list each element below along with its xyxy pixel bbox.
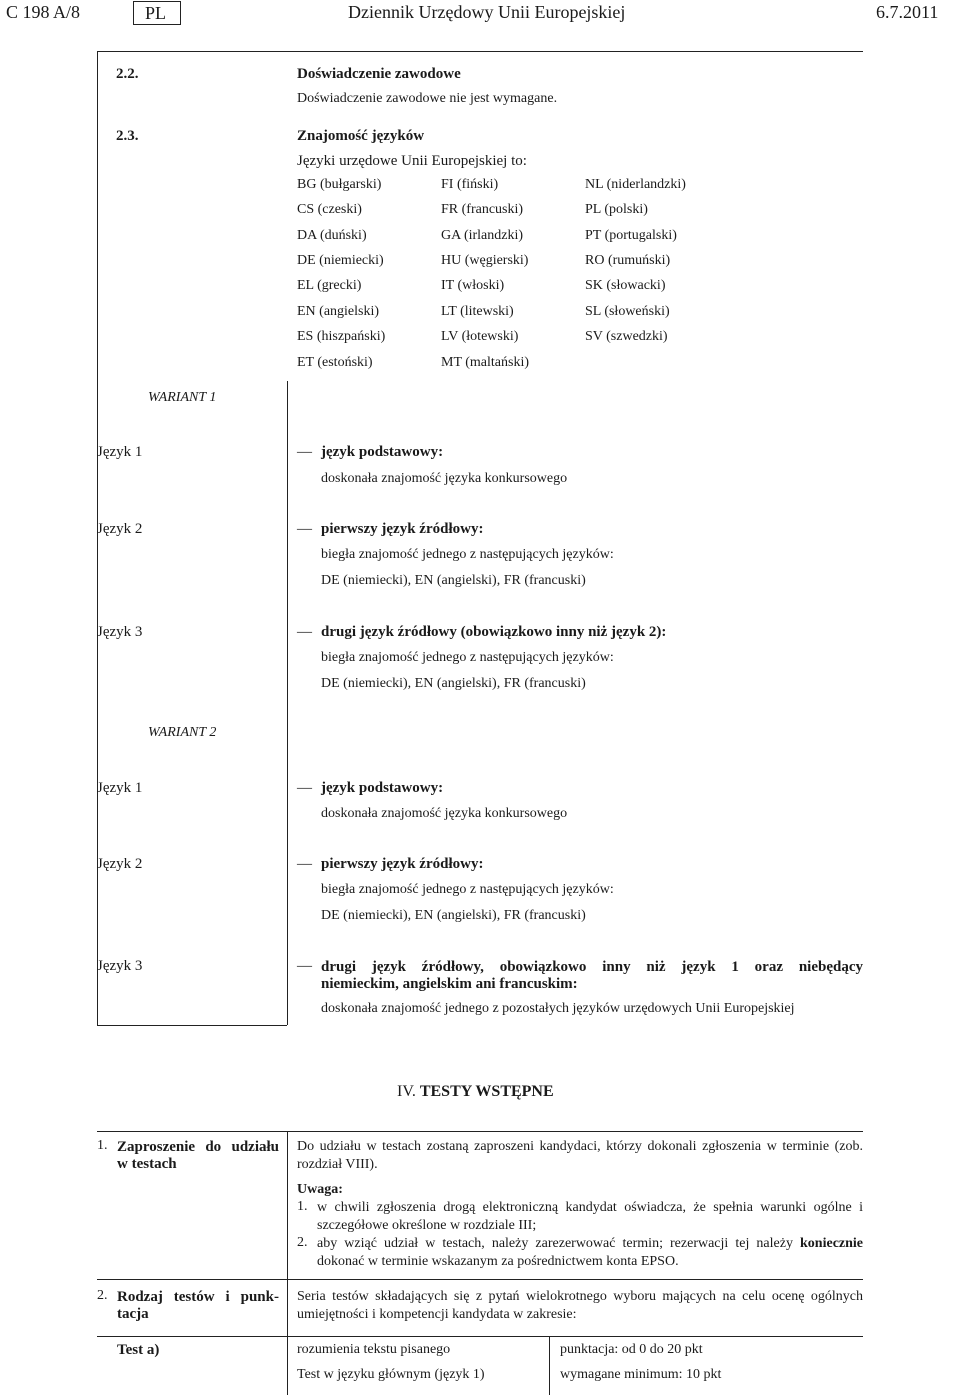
dash: — [297, 624, 312, 640]
dash: — [297, 958, 312, 974]
requirement-text: DE (niemiecki), EN (angielski), FR (francuski) [321, 908, 586, 923]
item-description: Do udziału w testach zostaną zaproszeni kandydaci, którzy dokonali zgłoszenia w terminie (zob. rozdział VIII). [297, 1139, 863, 1172]
language-item: IT (włoski) [441, 278, 505, 293]
requirement-text: doskonała znajomość języka konkursowego [321, 471, 568, 486]
requirement-text: biegła znajomość jednego z następujących języków: [321, 650, 614, 665]
requirement-heading: pierwszy język źródłowy: [321, 856, 484, 872]
requirement-heading: pierwszy język źródłowy: [321, 521, 484, 537]
language-label: Język 1 [97, 444, 143, 460]
requirement-heading: drugi język źródłowy (obowiązkowo inny niż język 2): [321, 624, 667, 640]
section-title: Doświadczenie zawodowe [297, 66, 461, 82]
requirement-text: DE (niemiecki), EN (angielski), FR (francuski) [321, 573, 586, 588]
language-item: HU (węgierski) [441, 253, 529, 268]
language-code-box [133, 1, 181, 25]
language-item: GA (irlandzki) [441, 228, 524, 243]
test-subject: rozumienia tekstu pisanego [297, 1342, 451, 1357]
chapter-title: TESTY WSTĘPNE [419, 1083, 554, 1100]
item-label: Zaproszenie do udziału [117, 1139, 279, 1155]
item-number: 1. [97, 1138, 108, 1153]
requirement-text: DE (niemiecki), EN (angielski), FR (francuski) [321, 676, 586, 691]
language-item: PT (portugalski) [585, 228, 677, 243]
language-item: ET (estoński) [297, 355, 373, 370]
requirement-text: doskonała znajomość języka konkursowego [321, 806, 568, 821]
requirement-text: biegła znajomość jednego z następujących języków: [321, 547, 614, 562]
test-score: punktacja: od 0 do 20 pkt [560, 1342, 703, 1357]
language-item: MT (maltański) [441, 355, 530, 370]
box-top-border [97, 51, 863, 52]
item-label-cont: tacja [117, 1306, 149, 1322]
language-code: PL [145, 3, 167, 23]
language-item: EL (grecki) [297, 278, 362, 293]
dash: — [297, 444, 312, 460]
chapter-number: IV. [397, 1083, 416, 1100]
item-description: Seria testów składających się z pytań wielokrotnego wyboru mających na celu ocenę ogólnych umiejętności i kompetencji kandydata w zakresie: [297, 1289, 863, 1322]
language-item: RO (rumuński) [585, 253, 671, 268]
section-number: 2.3. [116, 128, 139, 144]
language-label: Język 3 [97, 958, 143, 974]
language-item: LT (litewski) [441, 304, 514, 319]
language-item: SK (słowacki) [585, 278, 666, 293]
item-number: 2. [97, 1288, 108, 1303]
variant-title: WARIANT 1 [148, 390, 217, 405]
dash: — [297, 780, 312, 796]
note-number: 1. [297, 1199, 308, 1214]
note-emphasis: koniecznie [800, 1236, 864, 1251]
page-ref: C 198 A/8 [6, 2, 81, 22]
test-label: Test a) [117, 1342, 160, 1358]
table-row-divider [97, 1279, 863, 1280]
language-label: Język 2 [97, 521, 143, 537]
item-label: Rodzaj testów i punk- [117, 1289, 279, 1305]
language-item: BG (bułgarski) [297, 177, 382, 192]
language-item: LV (łotewski) [441, 329, 519, 344]
language-label: Język 1 [97, 780, 143, 796]
requirement-text: doskonała znajomość jednego z pozostałych języków urzędowych Unii Europejskiej [321, 1001, 795, 1016]
box-left-border [97, 51, 98, 1025]
dash: — [297, 521, 312, 537]
section-title: Znajomość języków [297, 128, 425, 144]
table-column-divider [549, 1336, 550, 1395]
note-number: 2. [297, 1235, 308, 1250]
requirement-heading: drugi język źródłowy, obowiązkowo inny niż język 1 oraz niebędący [321, 959, 863, 975]
language-label: Język 2 [97, 856, 143, 872]
section-text: Doświadczenie zawodowe nie jest wymagane. [297, 91, 558, 106]
note-text [317, 1235, 863, 1271]
note-text-part: aby wziąć udział w testach, należy zarezerwować termin; rezerwacji tej należy [317, 1236, 793, 1251]
section-number: 2.2. [116, 66, 139, 82]
language-item: DE (niemiecki) [297, 253, 384, 268]
language-item: NL (niderlandzki) [585, 177, 686, 192]
variant-title: WARIANT 2 [148, 725, 217, 740]
language-item: FI (fiński) [441, 177, 499, 192]
chapter-heading [397, 1083, 554, 1101]
note-title: Uwaga: [297, 1182, 343, 1197]
requirement-heading: język podstawowy: [321, 444, 444, 460]
language-item: DA (duński) [297, 228, 367, 243]
language-item: PL (polski) [585, 202, 648, 217]
note-text: w chwili zgłoszenia drogą elektroniczną kandydat oświadcza, że spełnia warunki ogólne i szczegółowe określone w rozdziale III; [317, 1200, 863, 1233]
test-language: Test w języku głównym (język 1) [297, 1367, 485, 1382]
test-minimum: wymagane minimum: 10 pkt [560, 1367, 722, 1382]
requirement-heading-cont: niemieckim, angielskim ani francuskim: [321, 976, 578, 992]
requirement-text: biegła znajomość jednego z następujących języków: [321, 882, 614, 897]
language-label: Język 3 [97, 624, 143, 640]
publication-date: 6.7.2011 [876, 2, 939, 22]
table-row-divider [97, 1336, 863, 1337]
language-item: CS (czeski) [297, 202, 362, 217]
note-text-part: dokonać w terminie wskazanym za pośrednictwem konta EPSO. [317, 1254, 679, 1269]
box-column-divider [287, 381, 288, 1025]
language-item: FR (francuski) [441, 202, 524, 217]
table-column-divider [287, 1131, 288, 1395]
item-label-cont: w testach [117, 1156, 177, 1172]
language-item: EN (angielski) [297, 304, 380, 319]
dash: — [297, 856, 312, 872]
box-bottom-border [97, 1025, 287, 1026]
language-item: SL (słoweński) [585, 304, 670, 319]
language-item: SV (szwedzki) [585, 329, 668, 344]
table-top-border [97, 1131, 863, 1132]
requirement-heading: język podstawowy: [321, 780, 444, 796]
journal-title: Dziennik Urzędowy Unii Europejskiej [348, 2, 626, 22]
language-item: ES (hiszpański) [297, 329, 386, 344]
section-intro: Języki urzędowe Unii Europejskiej to: [297, 153, 527, 169]
